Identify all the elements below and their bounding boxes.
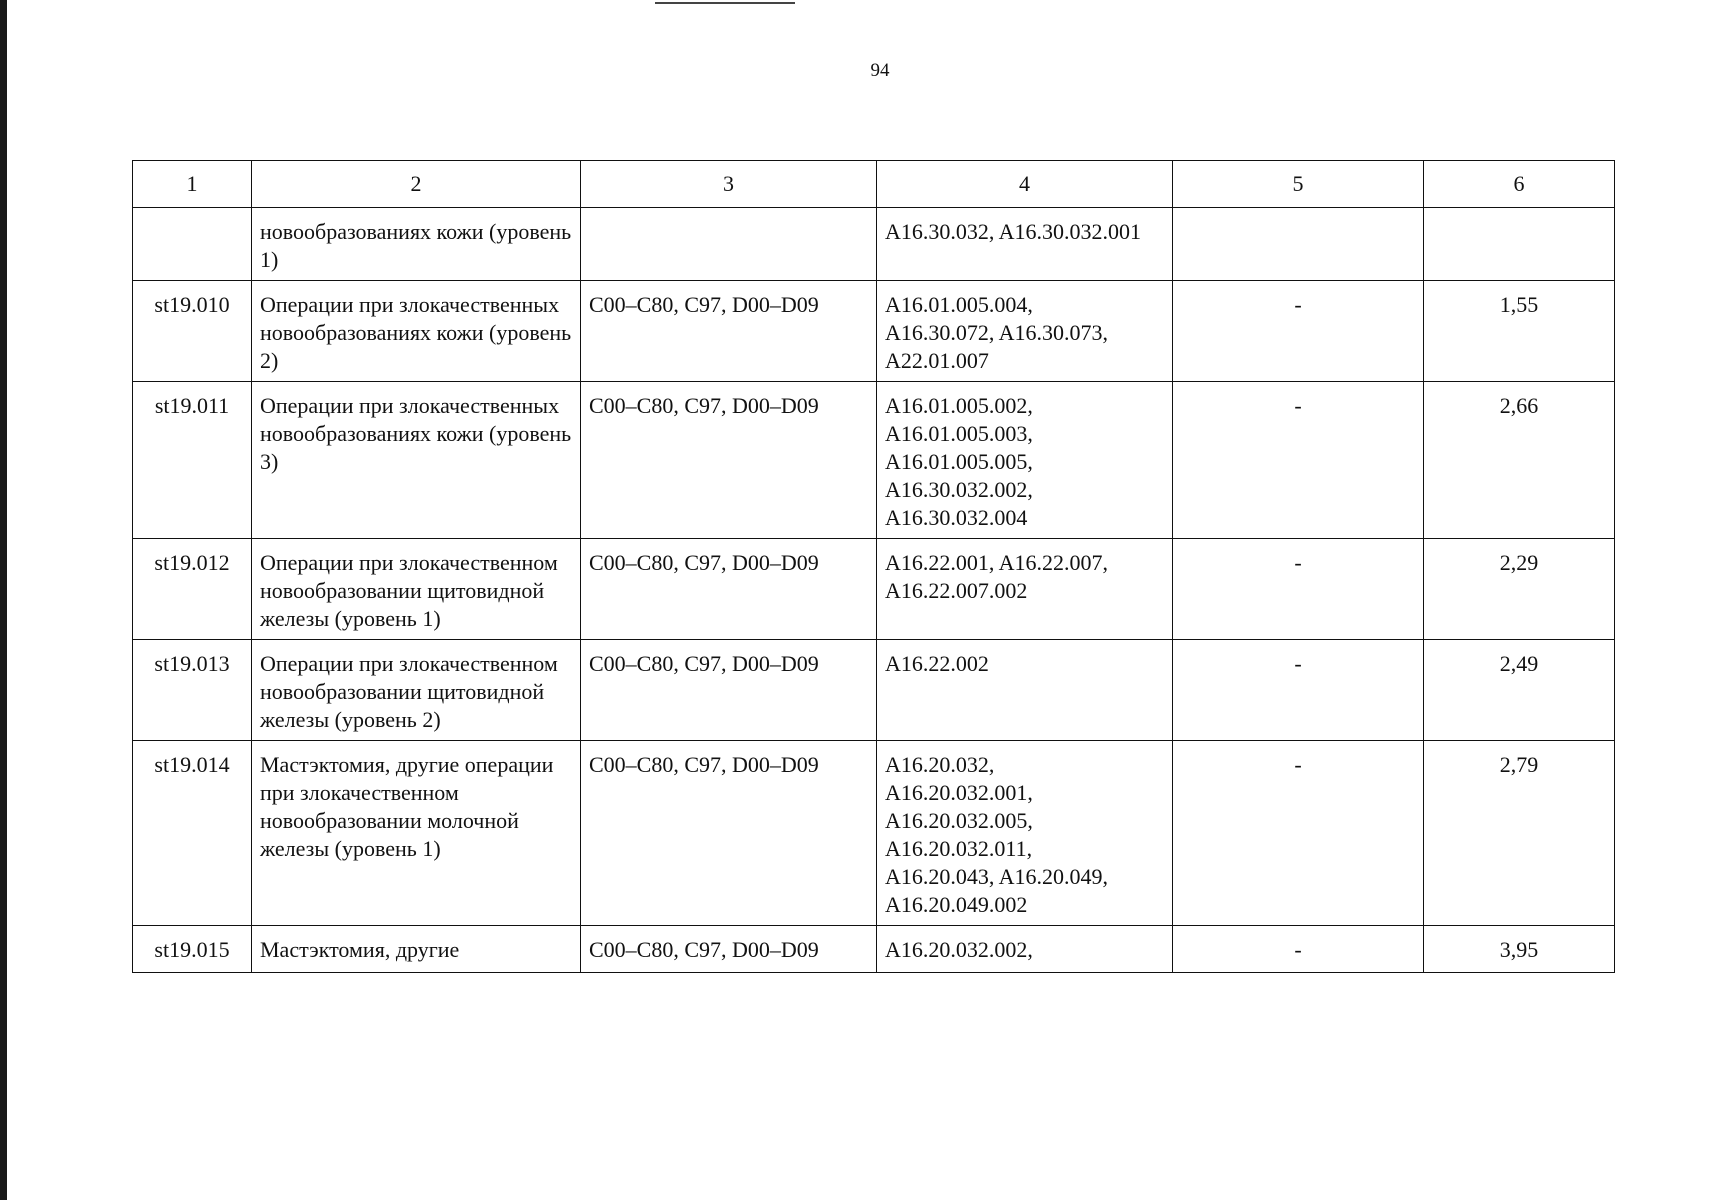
page-number: 94 (870, 60, 890, 81)
col5-cell: - (1173, 539, 1424, 640)
table-row (133, 640, 1615, 741)
table-row (133, 539, 1615, 640)
header-cell: 6 (1424, 161, 1615, 208)
services-cell: A16.30.032, A16.30.032.001 (877, 208, 1173, 281)
coefficient-cell: 2,66 (1424, 382, 1615, 539)
table-row (133, 741, 1615, 926)
services-cell: A16.20.032, A16.20.032.001, A16.20.032.005, A16.20.032.011, A16.20.043, A16.20.049, A16.20.049.002 (877, 741, 1173, 926)
header-cell: 3 (581, 161, 877, 208)
table-header-row (133, 161, 1615, 208)
code-cell: st19.011 (133, 382, 252, 539)
tariff-table (132, 160, 1615, 973)
col5-cell: - (1173, 640, 1424, 741)
services-cell: A16.01.005.002, A16.01.005.003, A16.01.005.005, A16.30.032.002, A16.30.032.004 (877, 382, 1173, 539)
diagnoses-cell: C00–C80, C97, D00–D09 (581, 539, 877, 640)
name-cell: Мастэктомия, другие (252, 926, 581, 973)
name-cell: Операции при злокачественном новообразовании щитовидной железы (уровень 1) (252, 539, 581, 640)
name-cell: Операции при злокачественном новообразовании щитовидной железы (уровень 2) (252, 640, 581, 741)
diagnoses-cell: C00–C80, C97, D00–D09 (581, 741, 877, 926)
code-cell (133, 208, 252, 281)
header-cell: 2 (252, 161, 581, 208)
table-row (133, 208, 1615, 281)
services-cell: A16.20.032.002, (877, 926, 1173, 973)
code-cell: st19.010 (133, 281, 252, 382)
header-cell: 1 (133, 161, 252, 208)
diagnoses-cell: C00–C80, C97, D00–D09 (581, 926, 877, 973)
code-cell: st19.013 (133, 640, 252, 741)
services-cell: A16.22.001, A16.22.007, A16.22.007.002 (877, 539, 1173, 640)
coefficient-cell: 2,29 (1424, 539, 1615, 640)
diagnoses-cell (581, 208, 877, 281)
col5-cell: - (1173, 926, 1424, 973)
table-row (133, 281, 1615, 382)
table-row (133, 926, 1615, 973)
table-row (133, 382, 1615, 539)
code-cell: st19.014 (133, 741, 252, 926)
name-cell: Мастэктомия, другие операции при злокачественном новообразовании молочной железы (уровень 1) (252, 741, 581, 926)
col5-cell: - (1173, 281, 1424, 382)
col5-cell (1173, 208, 1424, 281)
coefficient-cell: 3,95 (1424, 926, 1615, 973)
header-cell: 5 (1173, 161, 1424, 208)
diagnoses-cell: C00–C80, C97, D00–D09 (581, 382, 877, 539)
name-cell: новообразованиях кожи (уровень 1) (252, 208, 581, 281)
header-cell: 4 (877, 161, 1173, 208)
col5-cell: - (1173, 382, 1424, 539)
coefficient-cell: 2,79 (1424, 741, 1615, 926)
scan-left-edge (0, 0, 7, 1200)
col5-cell: - (1173, 741, 1424, 926)
diagnoses-cell: C00–C80, C97, D00–D09 (581, 640, 877, 741)
coefficient-cell: 1,55 (1424, 281, 1615, 382)
coefficient-cell (1424, 208, 1615, 281)
diagnoses-cell: C00–C80, C97, D00–D09 (581, 281, 877, 382)
code-cell: st19.015 (133, 926, 252, 973)
code-cell: st19.012 (133, 539, 252, 640)
name-cell: Операции при злокачественных новообразованиях кожи (уровень 3) (252, 382, 581, 539)
coefficient-cell: 2,49 (1424, 640, 1615, 741)
name-cell: Операции при злокачественных новообразованиях кожи (уровень 2) (252, 281, 581, 382)
services-cell: A16.22.002 (877, 640, 1173, 741)
services-cell: A16.01.005.004, A16.30.072, A16.30.073, A22.01.007 (877, 281, 1173, 382)
top-rule (655, 2, 795, 4)
